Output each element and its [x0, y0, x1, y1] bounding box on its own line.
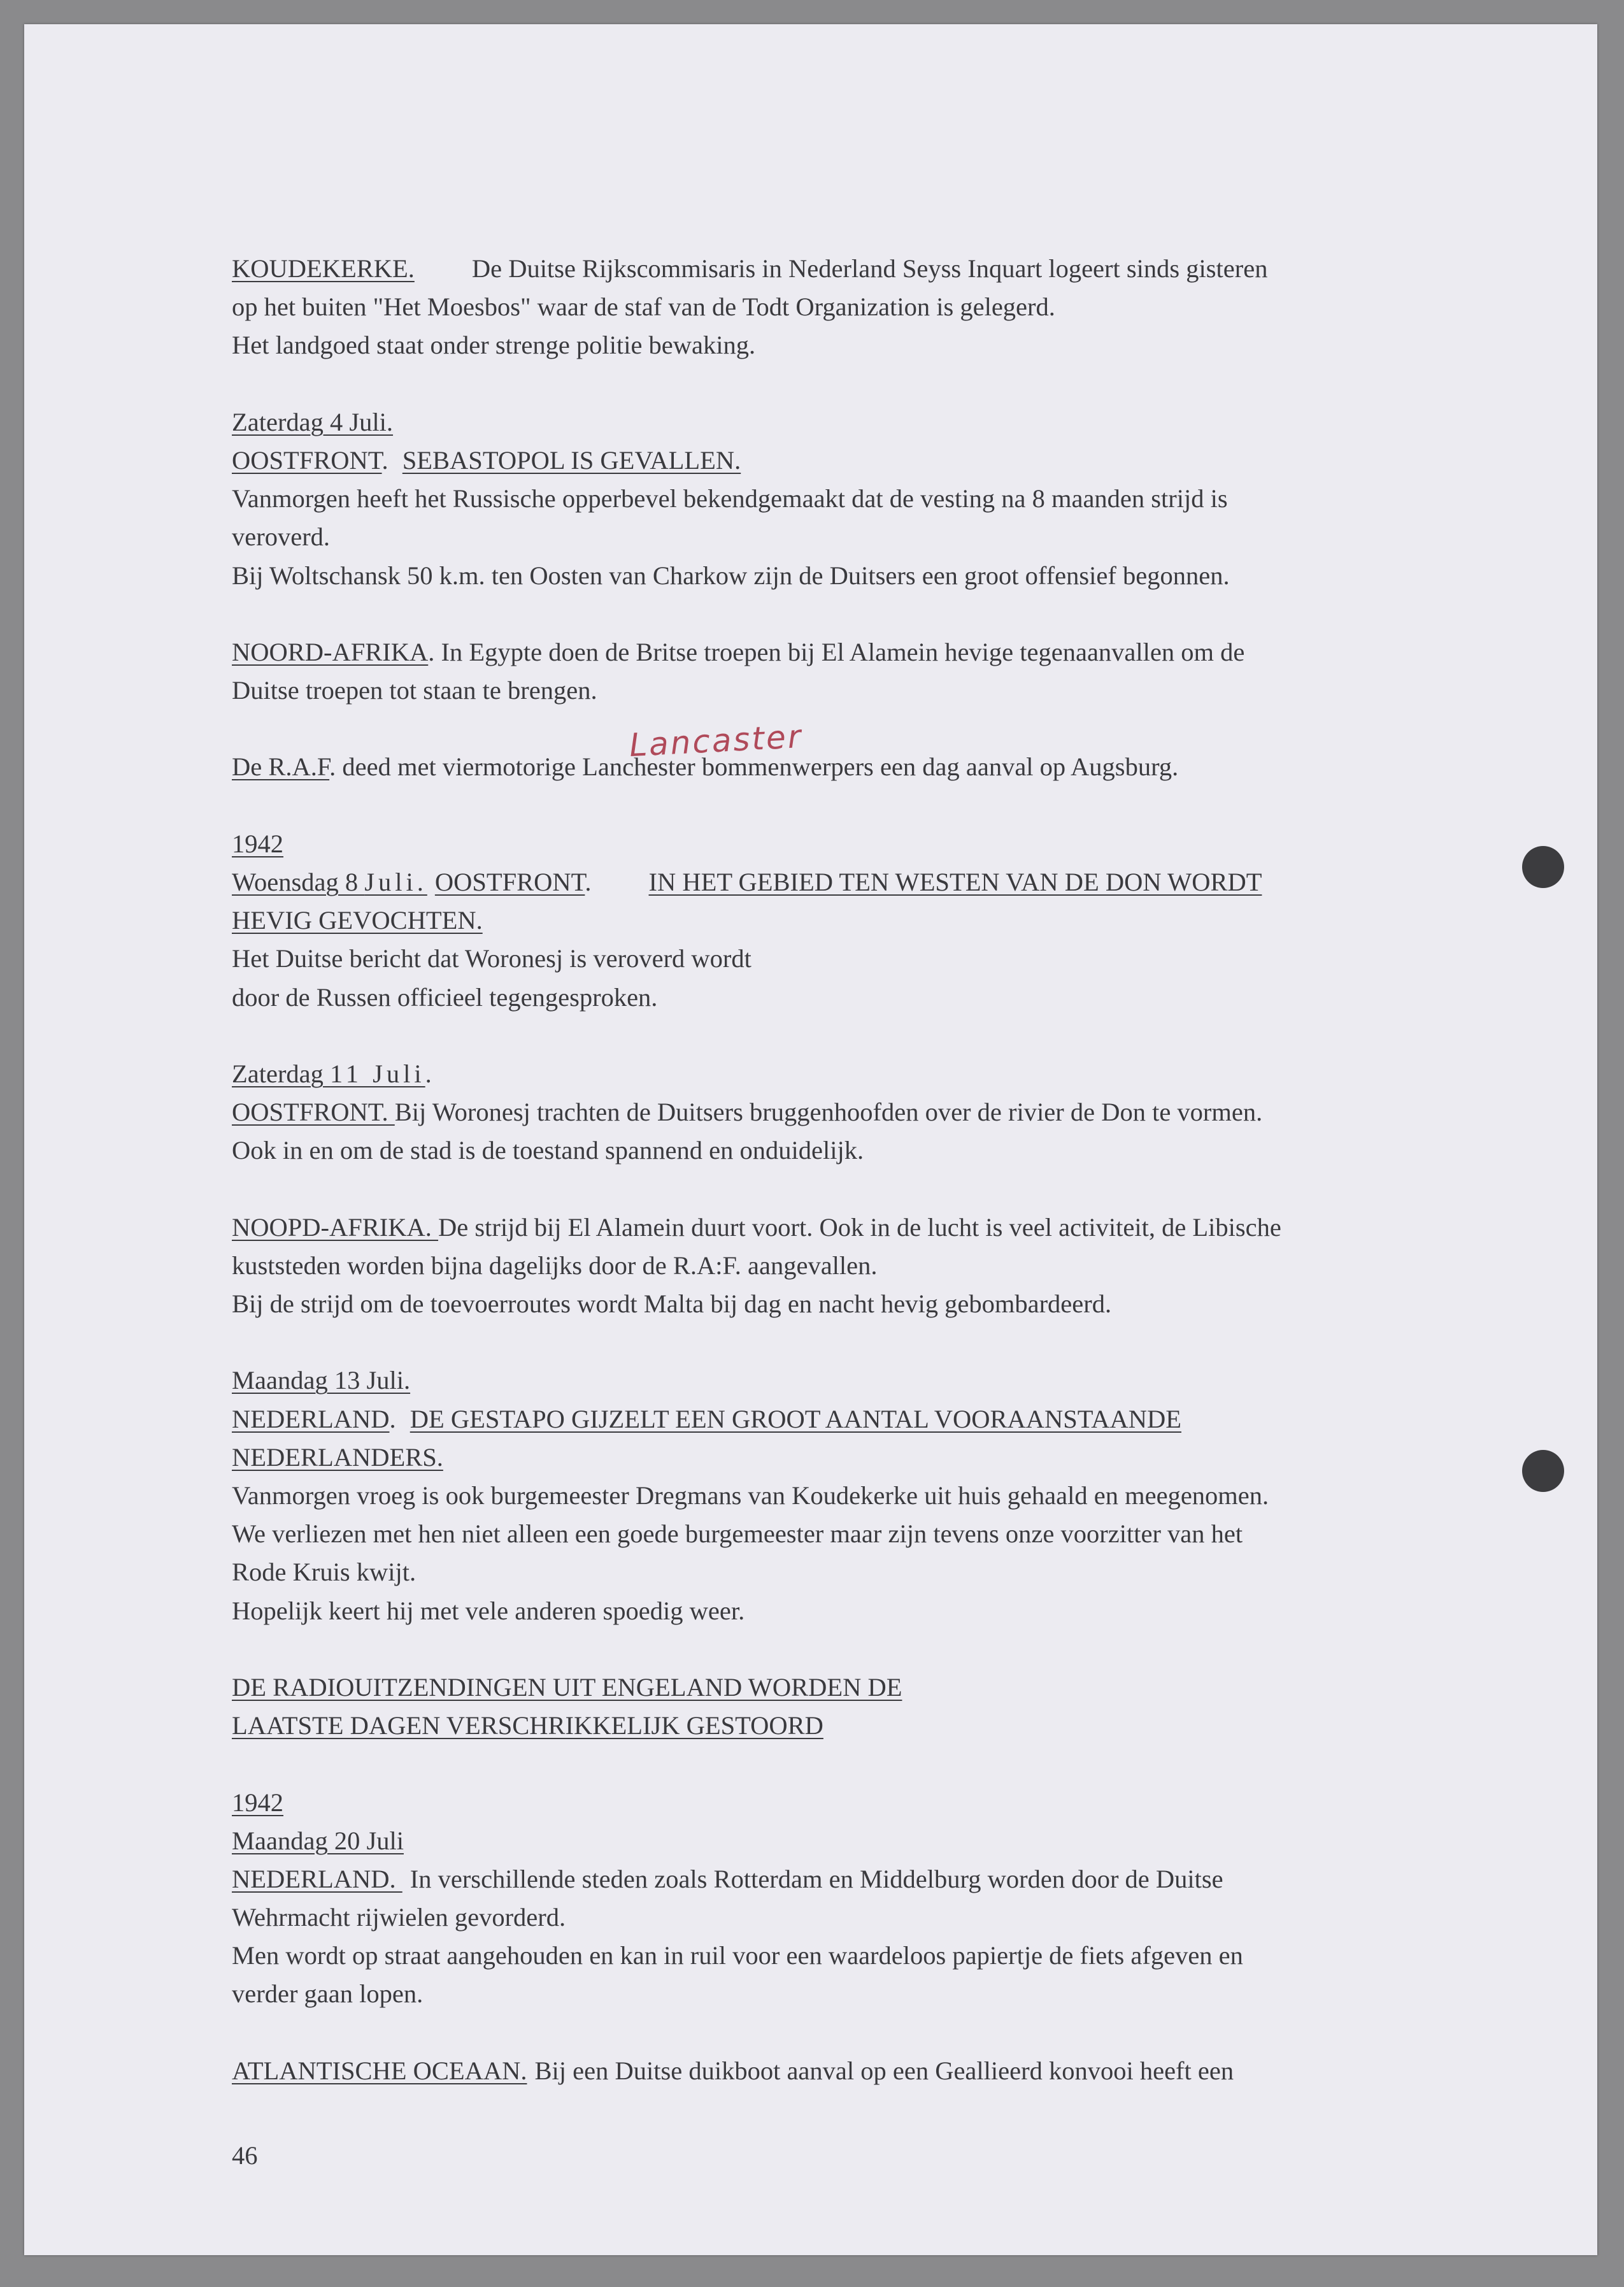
- page-number: 46: [232, 2141, 258, 2170]
- place-heading: KOUDEKERKE.: [232, 254, 415, 283]
- entry-line: Bij Woltschansk 50 k.m. ten Oosten van Charkow zijn de Duitsers een groot offensief begonnen.: [232, 561, 1230, 590]
- place-heading: NEDERLAND: [232, 1404, 390, 1433]
- entry-line: veroverd.: [232, 522, 331, 552]
- document-page: [24, 24, 1597, 2255]
- date-heading: [232, 868, 427, 896]
- entry-line: Vanmorgen vroeg is ook burgemeester Dregmans van Koudekerke uit huis gehaald en meegenomen.: [232, 1481, 1269, 1510]
- headline: HEVIG GEVOCHTEN.: [232, 906, 483, 935]
- entry-line: [232, 2052, 1442, 2090]
- separator: .: [585, 868, 592, 897]
- date-heading: Maandag 13 Juli.: [232, 1366, 411, 1395]
- date-value: Juli.: [364, 868, 427, 897]
- year-heading: 1942: [232, 829, 283, 858]
- place-heading: ATLANTISCHE OCEAAN.: [232, 2056, 527, 2085]
- entry-line: [232, 748, 1442, 786]
- handwritten-annotation: Lancaster: [628, 717, 804, 764]
- entry-line: [232, 1055, 1442, 1093]
- date-value: 11 Juli: [330, 1059, 425, 1088]
- entry-line: Bij de strijd om de toevoerroutes wordt Malta bij dag en nacht hevig gebombardeerd.: [232, 1289, 1112, 1319]
- headline: DE RADIOUITZENDINGEN UIT ENGELAND WORDEN DE: [232, 1672, 902, 1702]
- entry-line: [232, 1093, 1442, 1131]
- place-heading: OOSTFRONT.: [232, 1098, 395, 1127]
- separator: .: [425, 1059, 432, 1088]
- entry-text: . deed met viermotorige Lanchester bommenwerpers een dag aanval op Augsburg.: [329, 752, 1179, 782]
- entry-line: Ook in en om de stad is de toestand spannend en onduidelijk.: [232, 1136, 864, 1165]
- headline: IN HET GEBIED TEN WESTEN VAN DE DON WORDT: [648, 868, 1262, 897]
- entry-text: De Duitse Rijkscommisaris in Nederland Seyss Inquart logeert sinds gisteren: [471, 254, 1268, 283]
- separator: .: [389, 1404, 402, 1433]
- separator: .: [381, 445, 395, 475]
- date-heading: Maandag 20 Juli: [232, 1826, 404, 1855]
- entry-line: Hopelijk keert hij met vele anderen spoedig weer.: [232, 1596, 745, 1625]
- headline: LAATSTE DAGEN VERSCHRIKKELIJK GESTOORD: [232, 1711, 823, 1740]
- date-day: Zaterdag: [232, 1059, 331, 1088]
- punch-hole: [1522, 846, 1564, 888]
- place-heading: OOSTFRONT: [434, 868, 585, 897]
- date-day: Woensdag 8: [232, 868, 365, 897]
- date-heading: [232, 1059, 425, 1088]
- entry-line: kuststeden worden bijna dagelijks door de R.A:F. aangevallen.: [232, 1251, 878, 1280]
- entry-line: Wehrmacht rijwielen gevorderd.: [232, 1903, 566, 1932]
- place-heading: OOSTFRONT: [232, 445, 382, 475]
- entry-line: Het Duitse bericht dat Woronesj is veroverd wordt: [232, 944, 751, 973]
- place-heading: NEDERLAND.: [232, 1864, 402, 1893]
- place-heading: De R.A.F: [232, 752, 330, 782]
- entry-line: Duitse troepen tot staan te brengen.: [232, 676, 597, 705]
- place-heading: NOORD-AFRIKA: [232, 637, 429, 666]
- entry-line: Vanmorgen heeft het Russische opperbevel bekendgemaakt dat de vesting na 8 maanden strijd is: [232, 484, 1228, 513]
- entry-line: [232, 441, 1442, 480]
- date-heading: Zaterdag 4 Juli.: [232, 407, 394, 436]
- entry-line: [232, 1208, 1442, 1247]
- entry-text: Bij Woronesj trachten de Duitsers bruggenhoofden over de rivier de Don te vormen.: [394, 1098, 1263, 1127]
- entry-line: [232, 633, 1442, 671]
- headline: SEBASTOPOL IS GEVALLEN.: [402, 445, 741, 475]
- entry-text: De strijd bij El Alamein duurt voort. Ook in de lucht is veel activiteit, de Libische: [438, 1212, 1281, 1242]
- entry-line: verder gaan lopen.: [232, 1979, 424, 2009]
- entry-line: Het landgoed staat onder strenge politie bewaking.: [232, 331, 756, 360]
- entry-line: We verliezen met hen niet alleen een goede burgemeester maar zijn tevens onze voorzitter van het: [232, 1519, 1243, 1549]
- entry-line: Men wordt op straat aangehouden en kan in ruil voor een waardeloos papiertje de fiets afgeven en: [232, 1941, 1243, 1970]
- entry-line: [232, 250, 1442, 288]
- diary-text: [232, 250, 1442, 2090]
- headline: NEDERLANDERS.: [232, 1442, 443, 1472]
- year-heading: 1942: [232, 1788, 283, 1817]
- entry-line: op het buiten "Het Moesbos" waar de staf van de Todt Organization is gelegerd.: [232, 292, 1055, 322]
- entry-text: Bij een Duitse duikboot aanval op een Geallieerd konvooi heeft een: [534, 2056, 1234, 2085]
- place-heading: NOOPD-AFRIKA.: [232, 1212, 439, 1242]
- entry-line: [232, 1860, 1442, 1898]
- entry-line: [232, 863, 1442, 901]
- entry-text: . In Egypte doen de Britse troepen bij El Alamein hevige tegenaanvallen om de: [428, 637, 1245, 666]
- punch-hole: [1522, 1450, 1564, 1492]
- headline: DE GESTAPO GIJZELT EEN GROOT AANTAL VOORAANSTAANDE: [410, 1404, 1181, 1433]
- entry-line: [232, 1400, 1442, 1438]
- entry-line: door de Russen officieel tegengesproken.: [232, 982, 658, 1012]
- entry-line: Rode Kruis kwijt.: [232, 1558, 417, 1587]
- entry-text: In verschillende steden zoals Rotterdam en Middelburg worden door de Duitse: [410, 1864, 1223, 1893]
